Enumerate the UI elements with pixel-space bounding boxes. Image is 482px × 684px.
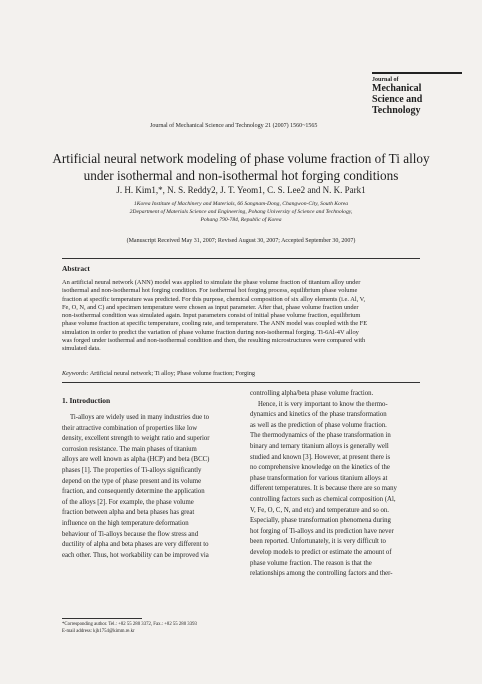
- body-line: phases [1]. The properties of Ti-alloys significantly: [62, 466, 202, 474]
- body-line: fraction, and consequently determine the application: [62, 488, 205, 496]
- left-column: [62, 413, 232, 561]
- body-line: The thermodynamics of the phase transformation in: [250, 432, 391, 440]
- body-line: corrosion resistance. The main phases of titanium: [62, 445, 197, 453]
- keywords-text: Artificial neural network; Ti alloy; Phase volume fraction; Forging: [89, 370, 256, 377]
- affiliation-1: 1Korea Institute of Machinery and Materials, 66 Sangnam-Dong, Changwon-City, South Korea: [133, 201, 349, 207]
- body-line: as well as the prediction of phase volume fraction.: [250, 421, 387, 429]
- divider-top: [62, 258, 420, 259]
- body-line: behaviour of Ti-alloys because the flow stress and: [62, 530, 199, 538]
- journal-logo-line1: Journal of: [372, 77, 399, 83]
- journal-logo-line4: Technology: [372, 105, 421, 116]
- affiliation-3: Pohang 790-784, Republic of Korea: [200, 217, 282, 223]
- body-line: controlling alpha/beta phase volume fraction.: [250, 390, 374, 397]
- abstract-line: simulation in order to predict the variation of phase volume fraction during non-isothermal forging. Ti-6Al-4V alloy: [62, 328, 359, 336]
- body-line: no comprehensive knowledge on the kinetics of the: [250, 464, 390, 472]
- body-line: their attractive combination of properties like low: [62, 424, 198, 432]
- body-line: fraction between alpha and beta phases has great: [62, 509, 195, 517]
- body-line: dynamics and kinetics of the phase transformation: [250, 411, 387, 419]
- keywords-label: Keywords:: [62, 370, 89, 377]
- abstract-line: Fe, O, N, and C) and specimen temperature were chosen as input parameter. After that, phase volume fraction under: [62, 303, 359, 311]
- abstract-line: fraction at specific temperature was predicted. For this purpose, chemical composition of six alloy elements (i.e. Al, V,: [62, 295, 366, 303]
- keywords: [62, 370, 255, 377]
- title-line-1: Artificial neural network modeling of phase volume fraction of Ti alloy: [52, 151, 430, 166]
- body-line: alloys are well known as alpha (HCP) and beta (BCC): [62, 456, 210, 464]
- body-line: Ti-alloys are widely used in many industries due to: [70, 414, 210, 421]
- journal-logo: [372, 72, 462, 116]
- affiliation-2: 2Department of Materials Science and Engineering, Pohang University of Science and Technology,: [129, 209, 353, 215]
- body-line: depend on the type of phase present and its volume: [62, 477, 202, 485]
- abstract-heading: Abstract: [62, 264, 90, 273]
- abstract-line: phase volume fraction at specific temperature, cooling rate, and temperature. The ANN model was coupled with the FE: [62, 320, 368, 328]
- body-line: develop models to predict or estimate the amount of: [250, 548, 392, 556]
- body-line: been reported. Unfortunately, it is very difficult to: [250, 538, 386, 546]
- body-line: Especially, phase transformation phenomena during: [250, 517, 391, 525]
- body-line: density, excellent strength to weight ratio and superior: [62, 435, 210, 443]
- body-line: of the alloys [2]. For example, the phase volume: [62, 498, 194, 506]
- body-line: relationships among the controlling factors and ther-: [250, 570, 393, 578]
- manuscript-dates: (Manuscript Received May 31, 2007; Revised August 30, 2007; Accepted September 30, 2007): [126, 238, 356, 244]
- body-line: studied and known [3]. However, at present there is: [250, 453, 391, 461]
- divider-bottom: [62, 382, 420, 383]
- abstract-line: was forged under isothermal and non-isothermal condition and then, the resulting microstructures were compared with: [62, 337, 366, 345]
- footnote: [62, 621, 197, 635]
- body-line: ductility of alpha and beta phases are very different to: [62, 541, 209, 549]
- abstract-line: isothermal and non-isothermal hot forging condition. For isothermal hot forging process, equilibrium phase volume: [62, 287, 358, 295]
- body-line: controlling factors such as chemical composition (Al,: [250, 495, 396, 503]
- footnote-line: E-mail address: kjh1754@kimm.re.kr: [62, 629, 135, 634]
- body-line: different temperatures. It is because there are so many: [250, 485, 397, 493]
- right-column: [250, 389, 422, 580]
- footnote-divider: [62, 618, 142, 619]
- section-heading: 1. Introduction: [62, 396, 111, 405]
- abstract-line: non-isothermal condition was simulated again. Input parameters consist of initial phase volume fraction, equilibrium: [62, 312, 361, 320]
- body-line: Hence, it is very important to know the thermo-: [258, 400, 388, 408]
- body-line: binary and ternary titanium alloys is generally well: [250, 442, 389, 450]
- body-line: each other. Thus, hot workability can be improved via: [62, 551, 209, 559]
- body-line: influence on the high temperature deformation: [62, 519, 189, 527]
- title-line-2: under isothermal and non-isothermal hot forging conditions: [83, 168, 399, 183]
- authors: J. H. Kim1,*, N. S. Reddy2, J. T. Yeom1, C. S. Lee2 and N. K. Park1: [116, 185, 366, 195]
- affiliations: [80, 200, 402, 224]
- abstract-body: [62, 279, 420, 354]
- paper-title: [40, 150, 442, 184]
- journal-logo-line2: Mechanical: [372, 83, 422, 94]
- body-line: hot forging of Ti-alloys and its prediction have never: [250, 527, 394, 535]
- body-line: phase transformation for various titanium alloys at: [250, 474, 388, 482]
- journal-citation: Journal of Mechanical Science and Technology 21 (2007) 1560~1565: [150, 123, 318, 129]
- body-line: phase volume fraction. The reason is that the: [250, 559, 372, 567]
- journal-logo-line3: Science and: [372, 94, 423, 105]
- abstract-line: simulated data.: [62, 345, 101, 353]
- body-line: V, Fe, O, C, N, and etc) and temperature and so on.: [250, 506, 389, 514]
- abstract-line: An artificial neural network (ANN) model was applied to simulate the phase volume fraction of titanium alloy under: [62, 279, 361, 286]
- footnote-line: *Corresponding author. Tel.: +82 55 280 3372, Fax.: +82 55 280 3393: [62, 622, 197, 627]
